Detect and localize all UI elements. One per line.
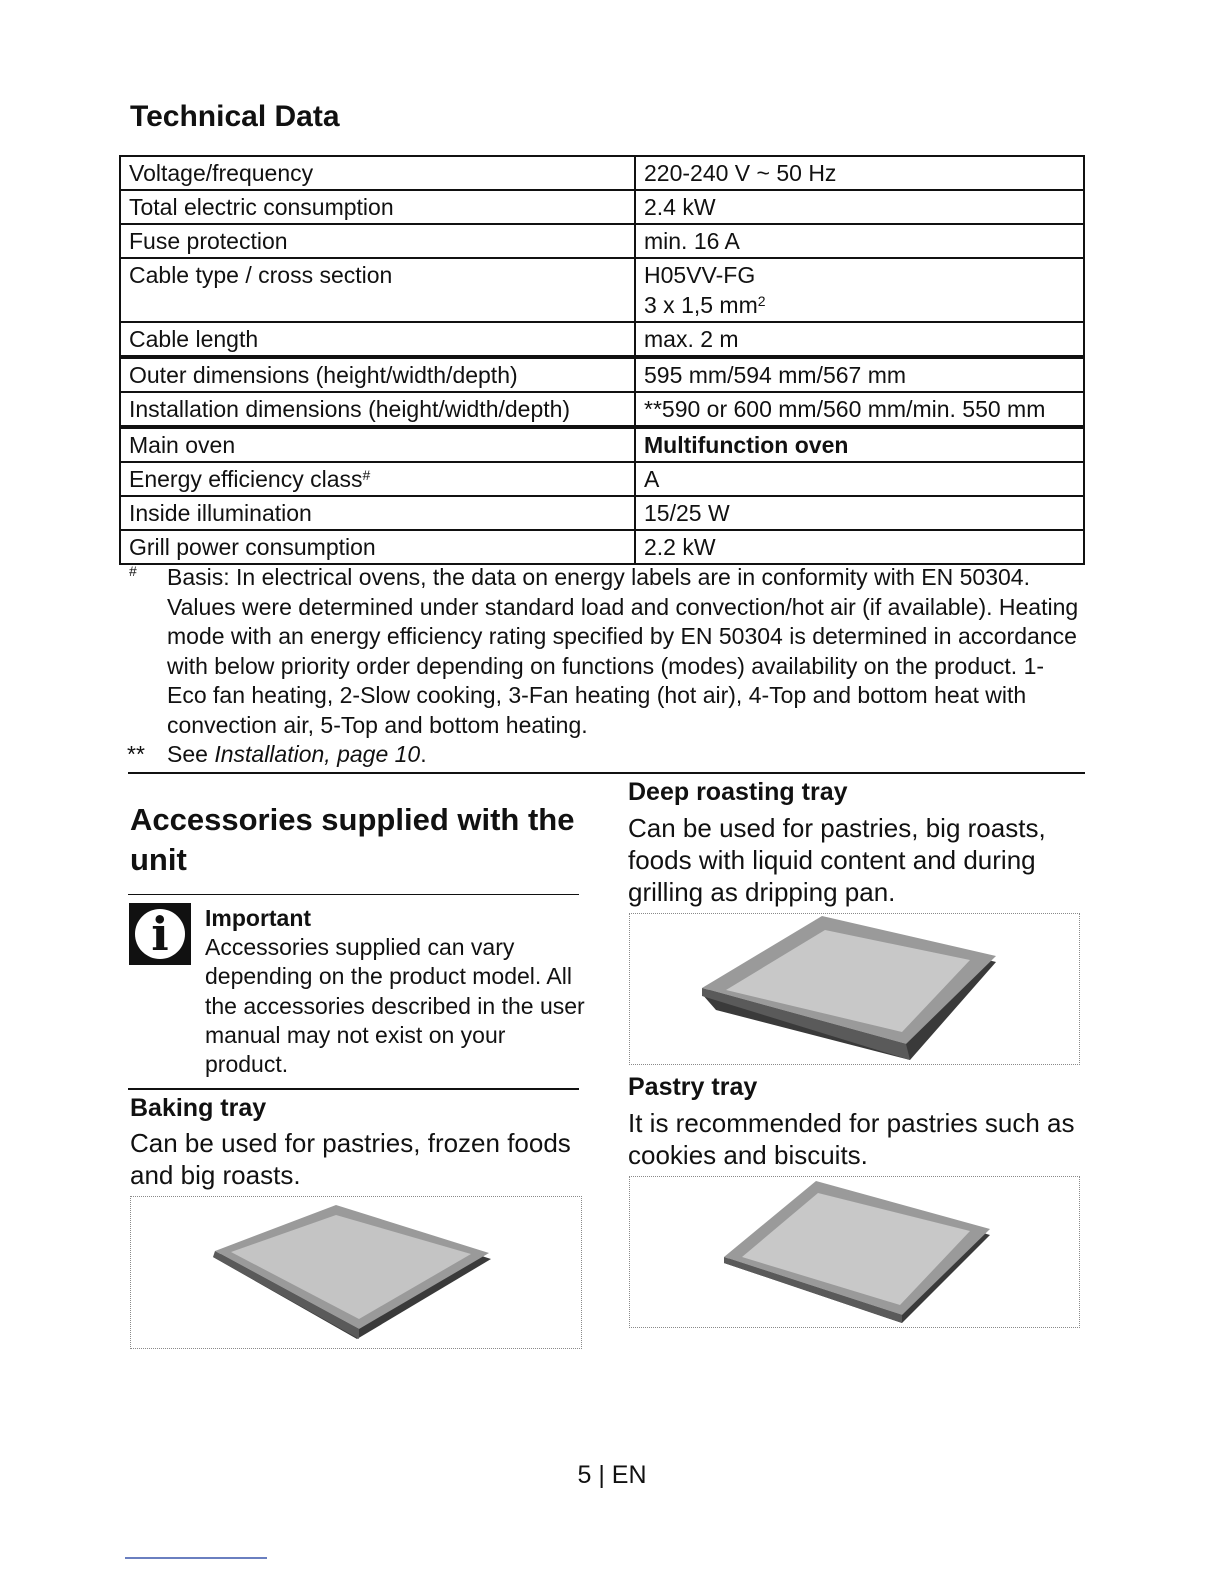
important-divider [128, 1088, 579, 1090]
row-label: Inside illumination [120, 496, 635, 530]
cable-cross-section: 3 x 1,5 $mm^2$ [644, 292, 766, 318]
heading-divider [128, 894, 579, 895]
deep-tray-illustration [629, 913, 1080, 1065]
table-row [120, 322, 1084, 357]
row-value: 2.2 kW [635, 530, 1084, 564]
row-label: Installation dimensions (height/width/depth) [120, 392, 635, 427]
table-row [120, 224, 1084, 258]
row-label: Fuse protection [120, 224, 635, 258]
technical-data-table [119, 155, 1085, 565]
footnote-mark: # [362, 467, 371, 483]
table-row [120, 190, 1084, 224]
row-value [635, 258, 1084, 322]
table-row [120, 392, 1084, 427]
important-note [205, 904, 585, 1079]
row-label: Grill power consumption [120, 530, 635, 564]
row-label: Cable type / cross section [120, 258, 635, 322]
footnote-mark: # [129, 563, 137, 579]
footnote-text: Basis: In electrical ovens, the data on energy labels are in conformity with EN 50304. Values were determined under standard load and convection/hot air (if available). Heating mode with an energy efficiency rating specified by EN 50304 is determined in accordance with below priority order depending on functions (modes) availability on the product. 1- Eco fan heating, 2-Slow cooking, 3-Fan heating (hot air), 4-Top and bottom heat with convection air, 5-Top and bottom heating. [167, 564, 1079, 738]
footnotes [127, 563, 1087, 770]
table-row [120, 462, 1084, 496]
pastry-tray-title: Pastry tray [628, 1073, 758, 1101]
section-divider [128, 772, 1085, 774]
page-title: Technical Data [130, 100, 340, 133]
installation-reference: Installation, page 10 [214, 741, 421, 767]
footer-link-line [125, 1557, 267, 1559]
cable-type: H05VV-FG [644, 262, 756, 288]
table-row [120, 357, 1084, 392]
table-row [120, 258, 1084, 322]
row-value: 15/25 W [635, 496, 1084, 530]
table-row [120, 530, 1084, 564]
table-row [120, 496, 1084, 530]
row-value: 2.4 kW [635, 190, 1084, 224]
row-label: Main oven [120, 427, 635, 462]
table-row [120, 427, 1084, 462]
important-title: Important [205, 905, 312, 931]
pastry-tray-text: It is recommended for pastries such as cookies and biscuits. [628, 1108, 1075, 1170]
baking-tray-text: Can be used for pastries, frozen foods and big roasts. [130, 1128, 571, 1190]
important-text: Accessories supplied can vary depending on the product model. All the accessories described in the user manual may not exist on your product. [205, 934, 585, 1078]
footnote-energy [127, 563, 1087, 740]
footnote-mark: ** [127, 741, 145, 767]
info-icon: i [129, 903, 191, 965]
row-label: Cable length [120, 322, 635, 357]
row-label: Total electric consumption [120, 190, 635, 224]
table-row [120, 156, 1084, 190]
row-value: A [635, 462, 1084, 496]
row-value: **590 or 600 mm/560 mm/min. 550 mm [635, 392, 1084, 427]
pastry-tray-illustration [629, 1176, 1080, 1328]
accessories-heading: Accessories supplied with the unit [130, 802, 575, 877]
row-value: 595 mm/594 mm/567 mm [635, 357, 1084, 392]
row-value: min. 16 A [635, 224, 1084, 258]
deep-tray-text: Can be used for pastries, big roasts, foods with liquid content and during grilling as dripping pan. [628, 813, 1046, 907]
row-label: Voltage/frequency [120, 156, 635, 190]
row-value: Multifunction oven [635, 427, 1084, 462]
baking-tray-title: Baking tray [130, 1094, 267, 1122]
row-label: Energy efficiency class# [120, 462, 635, 496]
footnote-installation: ** See Installation, page 10. [127, 740, 1087, 770]
page-number: 5 | EN [577, 1461, 647, 1489]
row-value: max. 2 m [635, 322, 1084, 357]
row-label: Outer dimensions (height/width/depth) [120, 357, 635, 392]
row-value: 220-240 V ~ 50 Hz [635, 156, 1084, 190]
baking-tray-illustration [130, 1196, 582, 1349]
deep-tray-title: Deep roasting tray [628, 778, 848, 806]
